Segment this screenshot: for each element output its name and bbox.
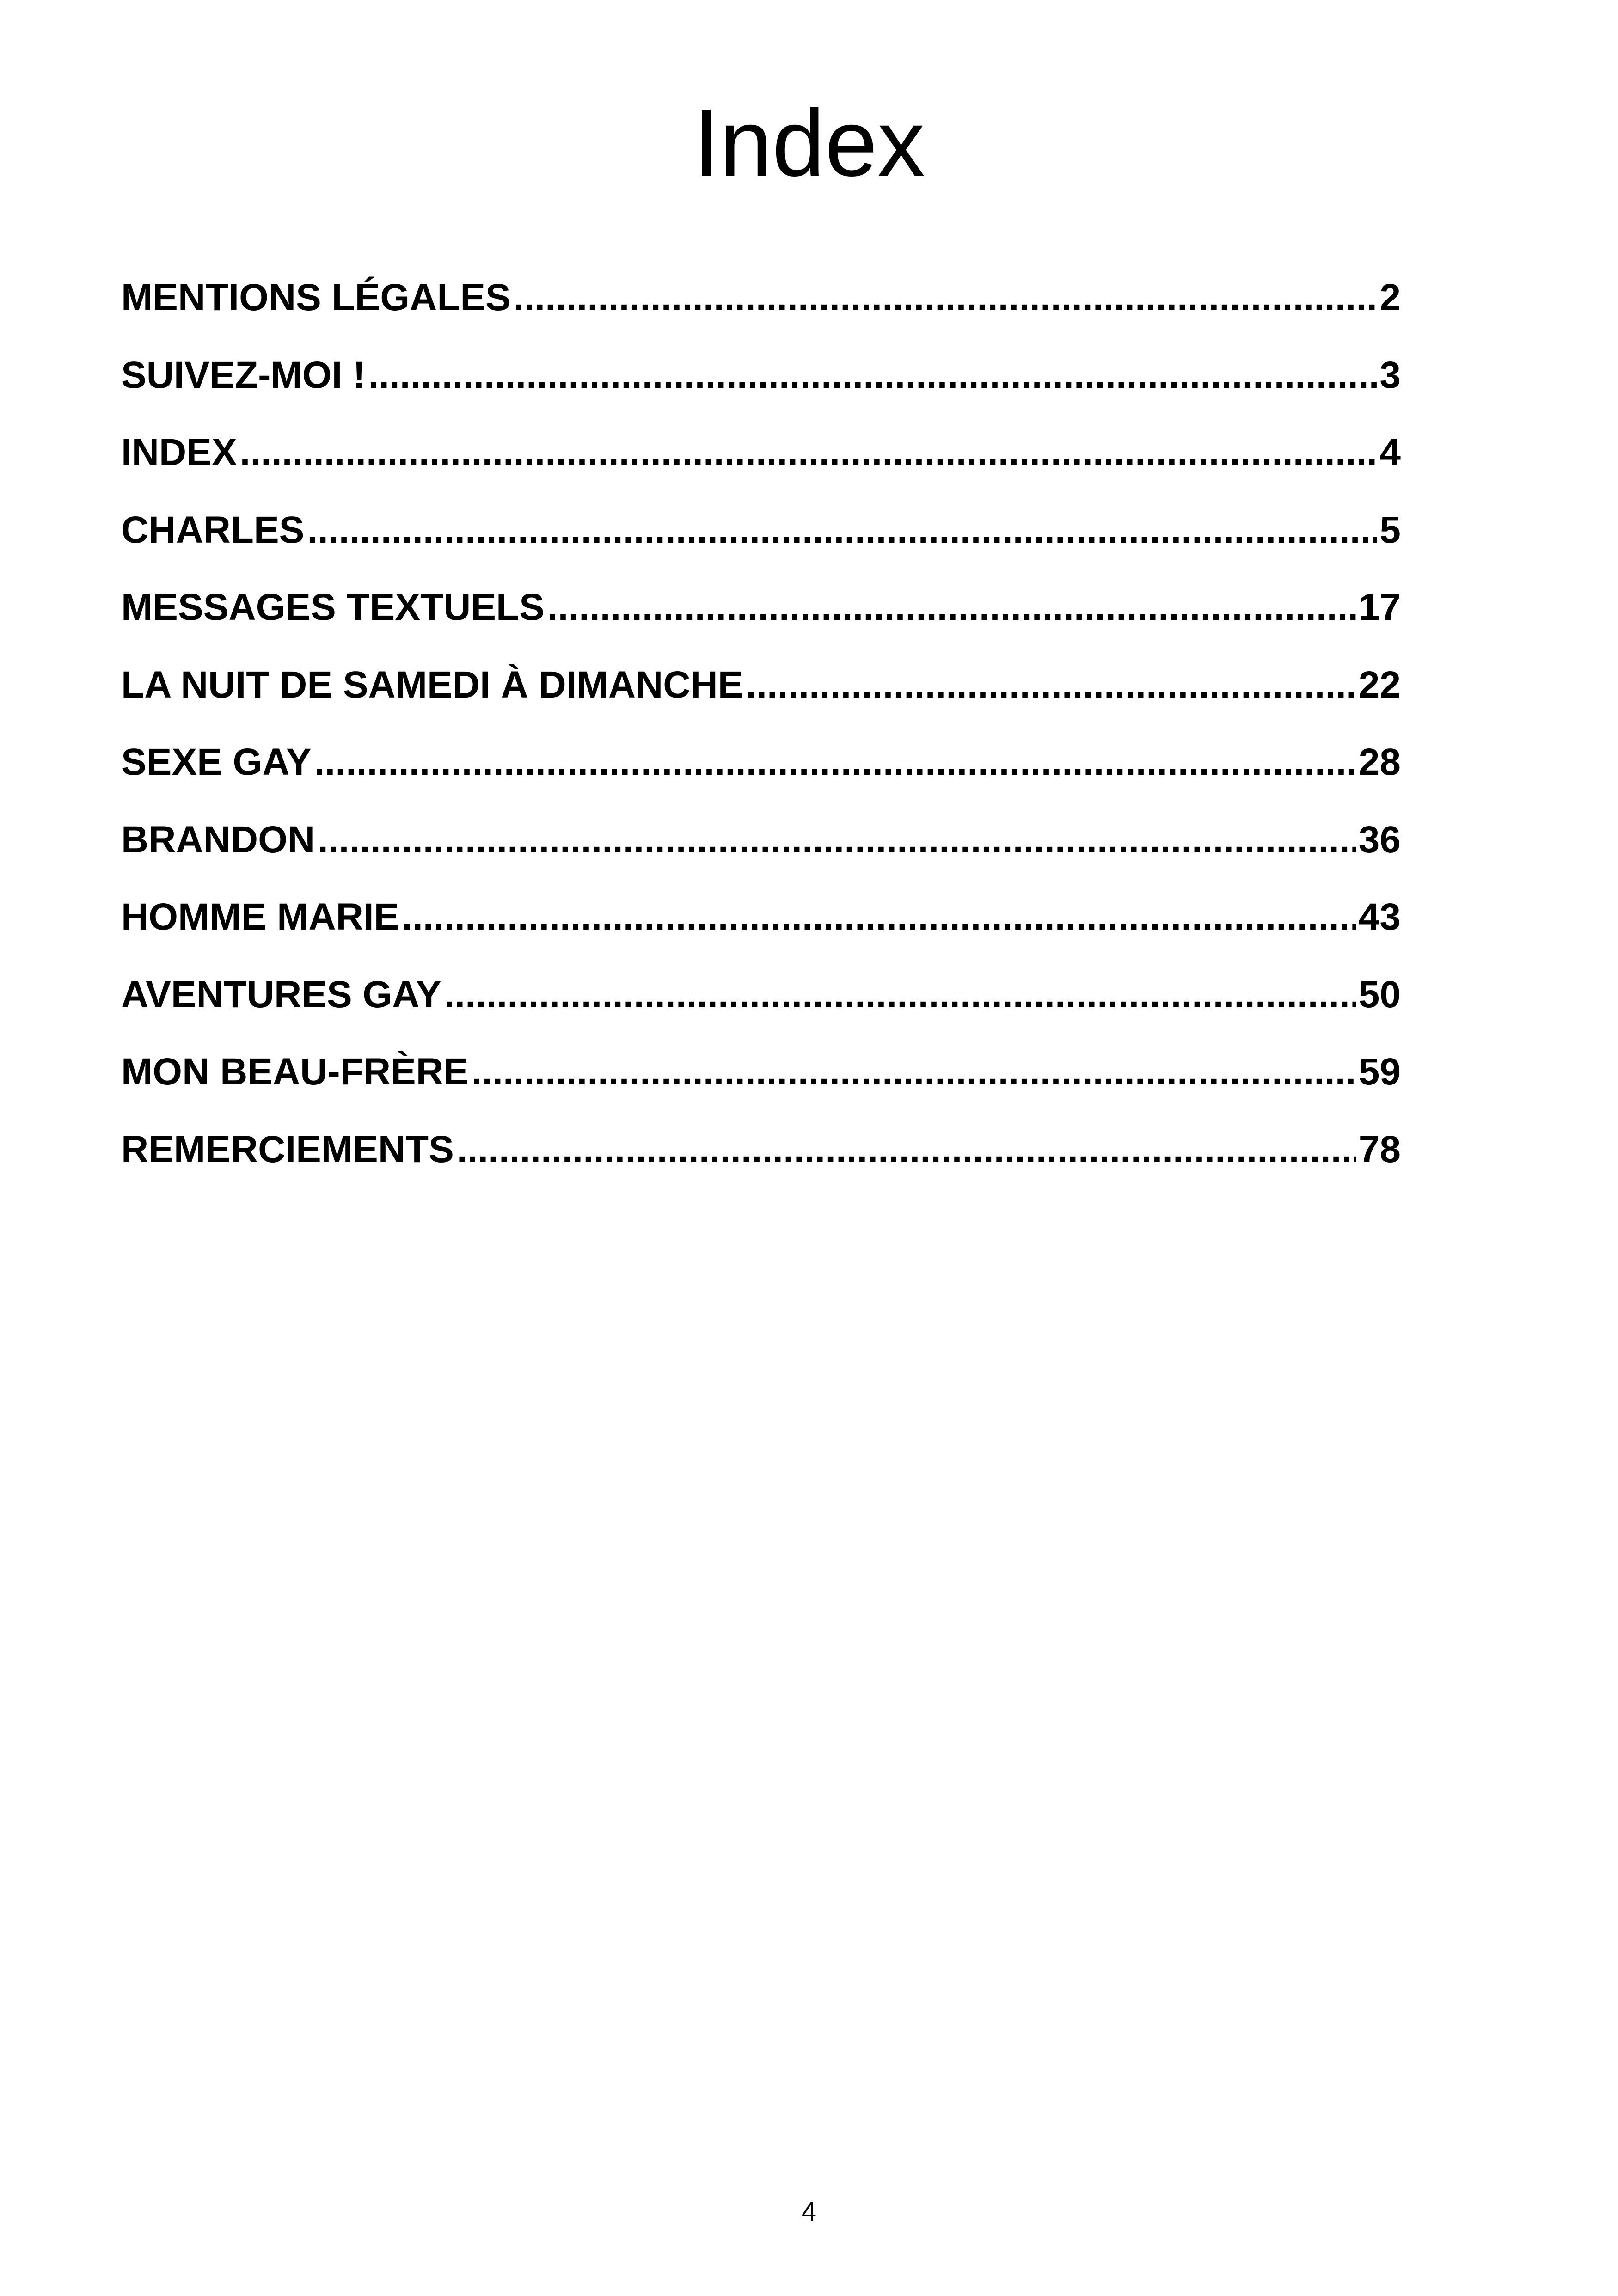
toc-entry-page: 28 — [1358, 741, 1401, 783]
toc-entry-page: 3 — [1379, 354, 1401, 396]
toc-dot-leader — [307, 491, 1377, 569]
toc-entry-mentions-legales[interactable] — [121, 259, 1401, 337]
toc-dot-leader — [514, 259, 1377, 337]
toc-entry-homme-marie[interactable] — [121, 878, 1401, 956]
toc-dot-leader — [746, 646, 1355, 724]
toc-entry-index[interactable] — [121, 414, 1401, 491]
toc-entry-title: BRANDON — [121, 818, 315, 861]
toc-entry-charles[interactable] — [121, 491, 1401, 569]
toc-entry-page: 22 — [1358, 663, 1401, 706]
toc-dot-leader — [457, 1111, 1356, 1188]
toc-entry-remerciements[interactable] — [121, 1111, 1401, 1188]
toc-dot-leader — [240, 414, 1377, 491]
toc-dot-leader — [368, 337, 1377, 414]
toc-entry-title: AVENTURES GAY — [121, 973, 441, 1016]
toc-entry-title: SEXE GAY — [121, 741, 312, 783]
toc-entry-sexe-gay[interactable] — [121, 723, 1401, 801]
toc-entry-aventures-gay[interactable] — [121, 956, 1401, 1034]
page-title: Index — [693, 90, 925, 196]
toc-entry-title: LA NUIT DE SAMEDI À DIMANCHE — [121, 663, 743, 706]
toc-entry-title: MESSAGES TEXTUELS — [121, 586, 545, 628]
toc-entry-title: SUIVEZ-MOI ! — [121, 354, 366, 396]
toc-entry-page: 17 — [1358, 586, 1401, 628]
toc-entry-page: 2 — [1379, 276, 1401, 318]
toc-entry-page: 5 — [1379, 508, 1401, 551]
toc-entry-page: 78 — [1358, 1128, 1401, 1170]
toc-entry-title: INDEX — [121, 431, 237, 473]
toc-dot-leader — [318, 801, 1356, 879]
toc-entry-page: 59 — [1358, 1051, 1401, 1093]
toc-entry-suivez-moi[interactable] — [121, 337, 1401, 414]
toc-dot-leader — [402, 878, 1355, 956]
toc-entry-title: MENTIONS LÉGALES — [121, 276, 511, 318]
table-of-contents — [121, 259, 1401, 1188]
toc-entry-title: CHARLES — [121, 508, 305, 551]
toc-entry-brandon[interactable] — [121, 801, 1401, 879]
toc-entry-title: MON BEAU-FRÈRE — [121, 1051, 469, 1093]
toc-entry-page: 4 — [1379, 431, 1401, 473]
toc-entry-mon-beau-frere[interactable] — [121, 1033, 1401, 1111]
toc-dot-leader — [472, 1033, 1356, 1111]
toc-dot-leader — [547, 569, 1356, 646]
toc-entry-messages-textuels[interactable] — [121, 569, 1401, 646]
toc-dot-leader — [314, 723, 1356, 801]
toc-entry-title: HOMME MARIE — [121, 896, 399, 938]
page-number: 4 — [801, 2197, 817, 2227]
toc-entry-la-nuit-de-samedi[interactable] — [121, 646, 1401, 724]
toc-dot-leader — [444, 956, 1356, 1034]
toc-entry-title: REMERCIEMENTS — [121, 1128, 454, 1170]
toc-entry-page: 50 — [1358, 973, 1401, 1016]
toc-entry-page: 36 — [1358, 818, 1401, 861]
toc-entry-page: 43 — [1358, 896, 1401, 938]
